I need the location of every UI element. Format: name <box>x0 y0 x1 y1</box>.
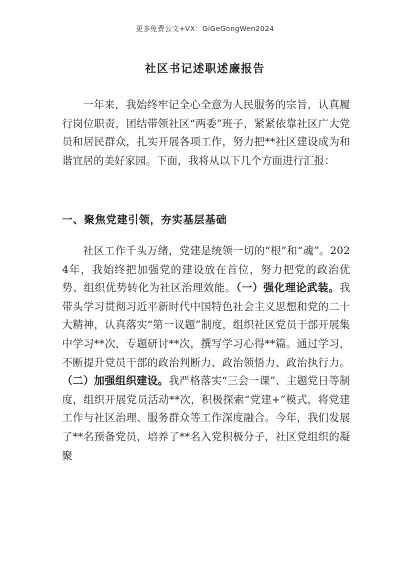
intro-text: 一年来，我始终牢记全心全意为人民服务的宗旨，认真履行岗位职责，团结带领社区“两委”班子，紧紧依靠社区广大党员和居民群众，扎实开展各项工作，努力把**社区建设成为和谐宜居的美好家园。下面，我将从以下几个方面进行汇报： <box>62 99 350 167</box>
para-c: 我严格落实“三会一课”、主题党日等制度，组织开展党员活动**次，积极探索“党建+”模式，将党建工作与社区治理、服务群众等工作深度融合。今年，我们发展了**名预备党员，培养了**名入党积极分子，社区党组织的凝聚 <box>62 375 350 462</box>
section-1-paragraph <box>62 242 350 465</box>
para-b: 我带头学习贯彻习近平新时代中国特色社会主义思想和党的二十大精神，认真落实“第一议题”制度，组织社区党员干部开展集中学习**次，专题研讨**次，撰写学习心得**篇。通过学习，不断提升党员干部的政治判断力、政治领悟力、政治执行力。 <box>62 282 350 369</box>
header-note: 更多免费公文+VX：GiGeGongWen2024 <box>135 25 275 33</box>
para-a: 社区工作千头万绪，党建是统领一切的“根”和“魂”。2024年，我始终把加强党的建设放在首位，努力把党的政治优势、组织优势转化为社区治理效能。 <box>62 245 350 295</box>
section-heading-1: 一、聚焦党建引领，夯实基层基础 <box>62 214 227 226</box>
intro-paragraph <box>62 96 350 170</box>
subheading-2: （二）加强组织建设。 <box>62 375 169 388</box>
document-title: 社区书记述职述廉报告 <box>145 62 265 75</box>
subheading-1: （一）强化理论武装。 <box>236 282 340 295</box>
section-1-body <box>62 242 350 465</box>
